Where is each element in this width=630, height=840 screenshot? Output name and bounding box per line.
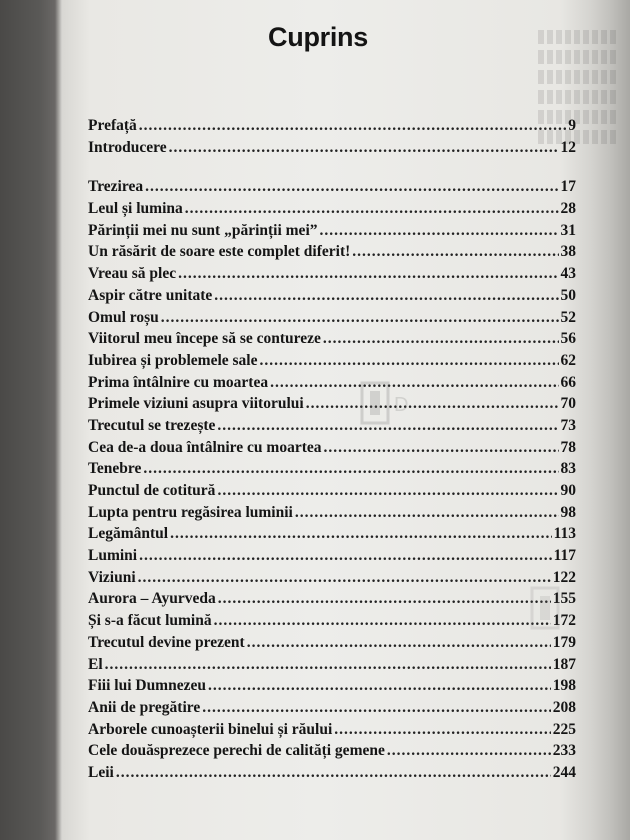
toc-entry xyxy=(88,656,576,678)
toc-entry-title: Leul și lumina xyxy=(88,200,183,218)
table-of-contents xyxy=(88,117,576,786)
toc-entry-page: 78 xyxy=(560,438,576,456)
toc-entry-title: Aurora – Ayurveda xyxy=(88,590,216,608)
toc-entry xyxy=(88,222,576,244)
dot-leader xyxy=(145,178,558,196)
dot-leader xyxy=(334,721,550,739)
toc-entry-title: Omul roșu xyxy=(88,308,159,326)
toc-entry-page: 172 xyxy=(552,612,576,630)
toc-entry-page: 12 xyxy=(560,138,576,156)
toc-entry xyxy=(88,439,576,461)
toc-entry xyxy=(88,721,576,743)
toc-entry-title: Tenebre xyxy=(88,460,142,478)
dot-leader xyxy=(217,482,558,500)
toc-entry-page: 73 xyxy=(560,416,576,434)
toc-entry-title: Prima întâlnire cu moartea xyxy=(88,373,269,391)
dot-leader xyxy=(139,117,566,135)
toc-entry-page: 208 xyxy=(552,698,576,716)
toc-entry-title: Prefață xyxy=(88,117,137,134)
toc-entry xyxy=(88,742,576,764)
toc-entry xyxy=(88,504,576,526)
toc-entry xyxy=(88,634,576,656)
toc-entry-title: Lumini xyxy=(88,547,138,565)
toc-entry-page: 9 xyxy=(568,117,576,134)
watermark-logo-2 xyxy=(528,580,630,640)
dot-leader xyxy=(105,656,551,674)
dot-leader xyxy=(202,699,551,717)
dot-leader xyxy=(178,265,558,283)
toc-entry-title: Trecutul se trezește xyxy=(88,416,216,434)
toc-entry xyxy=(88,525,576,547)
toc-entry-title: Lupta pentru regăsirea luminii xyxy=(88,503,293,521)
dot-leader xyxy=(214,612,551,630)
toc-entry-title: Arborele cunoașterii binelui și răului xyxy=(88,720,333,738)
toc-entry-page: 90 xyxy=(560,482,576,499)
toc-entry-page: 233 xyxy=(552,742,576,760)
toc-entry xyxy=(88,395,576,417)
toc-entry-title: Iubirea și problemele sale xyxy=(88,351,258,369)
toc-entry xyxy=(88,117,576,139)
dot-leader xyxy=(295,504,559,522)
toc-entry-title: Un răsărit de soare este complet diferit! xyxy=(88,243,351,261)
dot-leader xyxy=(323,330,559,348)
toc-entry xyxy=(88,590,576,612)
toc-entry xyxy=(88,139,576,161)
toc-entry-page: 122 xyxy=(552,568,576,586)
dot-leader xyxy=(352,243,558,261)
toc-entry-title: Viitorul meu începe să se contureze xyxy=(88,330,321,348)
watermark-logo xyxy=(358,375,468,435)
toc-entry xyxy=(88,417,576,439)
dot-leader xyxy=(247,634,551,652)
toc-entry-page: 66 xyxy=(560,373,576,391)
toc-entry-page: 117 xyxy=(553,547,576,565)
toc-entry xyxy=(88,612,576,634)
toc-entry xyxy=(88,460,576,482)
dot-leader xyxy=(139,547,551,565)
toc-entry xyxy=(88,482,576,504)
dot-leader xyxy=(169,139,559,157)
intro-entries xyxy=(88,117,576,160)
toc-entry xyxy=(88,352,576,374)
toc-entry-title: Introducere xyxy=(88,138,167,156)
toc-entry-title: Aspir către unitate xyxy=(88,286,213,304)
toc-entry xyxy=(88,243,576,265)
toc-entry-page: 56 xyxy=(560,330,576,348)
toc-entry-title: Viziuni xyxy=(88,568,136,586)
toc-entry-title: Și s-a făcut lumină xyxy=(88,612,212,630)
dot-leader xyxy=(170,525,552,543)
toc-entry-page: 187 xyxy=(552,655,576,673)
dot-leader xyxy=(143,460,558,478)
toc-entry-title: Punctul de cotitură xyxy=(88,482,216,499)
dot-leader xyxy=(218,590,551,608)
toc-entry-title: Primele viziuni asupra viitorului xyxy=(88,395,304,413)
toc-entry-page: 28 xyxy=(560,200,576,218)
toc-entry-page: 62 xyxy=(560,351,576,369)
toc-entry xyxy=(88,699,576,721)
toc-entry-page: 155 xyxy=(552,590,576,608)
toc-entry-title: Legământul xyxy=(88,525,169,543)
toc-entry xyxy=(88,200,576,222)
toc-entry-page: 179 xyxy=(552,633,576,651)
toc-entry xyxy=(88,547,576,569)
toc-entry-page: 17 xyxy=(560,178,576,196)
toc-entry xyxy=(88,287,576,309)
toc-entry xyxy=(88,265,576,287)
chapter-entries xyxy=(88,178,576,785)
toc-entry-page: 70 xyxy=(560,395,576,413)
toc-entry-title: Trecutul devine prezent xyxy=(88,633,245,651)
section-gap xyxy=(88,160,576,178)
dot-leader xyxy=(214,287,558,305)
toc-entry xyxy=(88,764,576,786)
toc-entry-page: 31 xyxy=(560,221,576,239)
toc-entry-page: 244 xyxy=(552,763,576,781)
toc-entry-page: 50 xyxy=(560,286,576,304)
dot-leader xyxy=(260,352,559,370)
svg-text:D: D xyxy=(394,394,409,416)
toc-entry-page: 52 xyxy=(560,308,576,326)
dot-leader xyxy=(387,742,551,760)
book-page xyxy=(58,0,618,840)
toc-entry xyxy=(88,569,576,591)
toc-entry-title: Trezirea xyxy=(88,178,144,196)
toc-entry-title: Părinții mei nu sunt „părinții mei” xyxy=(88,221,318,239)
toc-entry-title: Cele douăsprezece perechi de calități gemene xyxy=(88,742,385,760)
toc-entry-page: 38 xyxy=(560,243,576,261)
toc-entry xyxy=(88,330,576,352)
toc-entry-title: Anii de pregătire xyxy=(88,698,201,716)
toc-entry-title: Leii xyxy=(88,763,114,781)
toc-entry-page: 43 xyxy=(560,265,576,283)
dot-leader xyxy=(116,764,551,782)
toc-entry-title: Vreau să plec xyxy=(88,265,177,283)
dot-leader xyxy=(161,309,559,327)
toc-entry-page: 198 xyxy=(552,677,576,695)
toc-entry xyxy=(88,309,576,331)
toc-entry-title: Fiii lui Dumnezeu xyxy=(88,677,206,695)
toc-entry-page: 225 xyxy=(552,720,576,738)
toc-entry-page: 83 xyxy=(560,460,576,478)
dot-leader xyxy=(185,200,559,218)
toc-entry-title: El xyxy=(88,655,103,673)
toc-entry xyxy=(88,374,576,396)
dot-leader xyxy=(320,222,559,240)
dot-leader xyxy=(138,569,551,587)
dot-leader xyxy=(323,439,558,457)
toc-entry xyxy=(88,677,576,699)
toc-entry-title: Cea de-a doua întâlnire cu moartea xyxy=(88,438,322,456)
dot-leader xyxy=(208,677,551,695)
page-title: Cuprins xyxy=(268,22,368,52)
toc-entry-page: 98 xyxy=(560,503,576,521)
toc-entry xyxy=(88,178,576,200)
toc-entry-page: 113 xyxy=(553,525,576,543)
